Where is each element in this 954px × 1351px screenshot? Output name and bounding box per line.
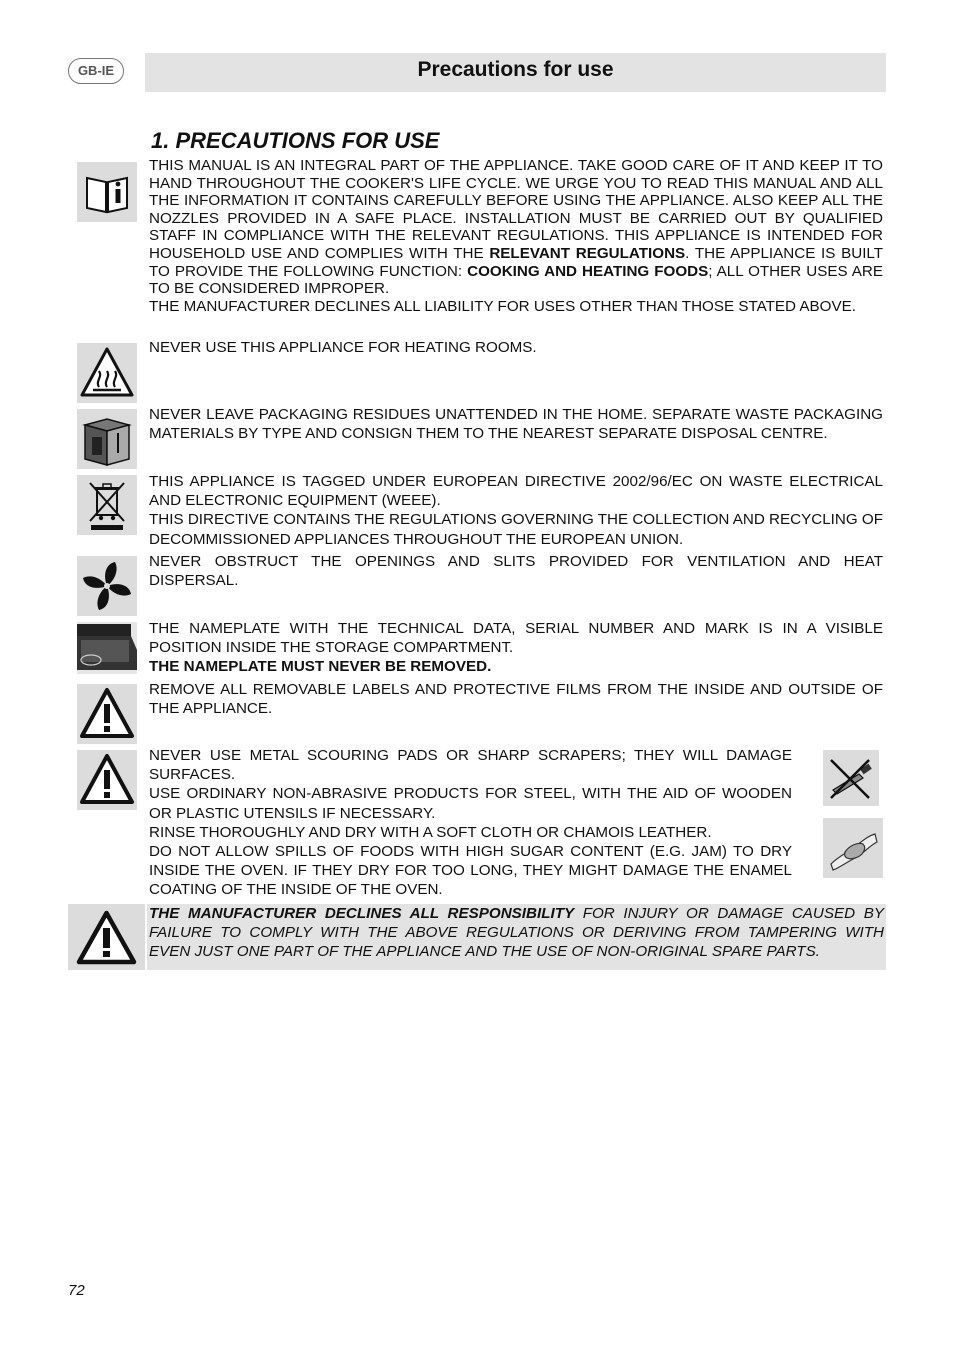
packaging-section	[149, 405, 883, 443]
page-header	[145, 53, 886, 92]
heating-text: NEVER USE THIS APPLIANCE FOR HEATING ROOMS.	[149, 339, 537, 356]
cleaning-section	[149, 746, 792, 900]
nameplate-warning	[149, 657, 883, 676]
disclaimer-box	[147, 904, 886, 970]
cleaning-no-scouring: NEVER USE METAL SCOURING PADS OR SHARP SCRAPERS; THEY WILL DAMAGE SURFACES.	[149, 747, 792, 784]
packaging-box-icon	[77, 409, 137, 469]
nameplate-compartment-icon	[77, 622, 137, 674]
packaging-text: NEVER LEAVE PACKAGING RESIDUES UNATTENDED IN THE HOME. SEPARATE WASTE PACKAGING MATERIALS BY TYPE AND CONSIGN THEM TO THE NEAREST SEPARATE DISPOSAL CENTRE.	[149, 406, 883, 443]
weee-section	[149, 472, 883, 549]
page-header-title: Precautions for use	[417, 58, 614, 81]
fan-ventilation-icon	[77, 556, 137, 616]
cleaning-rinse: RINSE THOROUGHLY AND DRY WITH A SOFT CLOTH OR CHAMOIS LEATHER.	[149, 823, 712, 841]
manual-bold-regulations: RELEVANT REGULATIONS	[489, 244, 686, 262]
weee-regulations: THIS DIRECTIVE CONTAINS THE REGULATIONS GOVERNING THE COLLECTION AND RECYCLING OF DECOMMISSIONED APPLIANCES THROUGHOUT THE EUROPEAN UNION.	[149, 511, 883, 548]
manual-bold-function: COOKING AND HEATING FOODS	[467, 262, 709, 280]
hot-surface-warning-icon	[77, 343, 137, 403]
no-scraper-icon	[823, 750, 879, 806]
cloth-wiping-icon	[823, 818, 883, 878]
labels-section	[149, 680, 883, 718]
nameplate-warning-bold: THE NAMEPLATE MUST NEVER BE REMOVED.	[149, 658, 492, 676]
manual-text-improper: ; ALL OTHER USES ARE TO BE CONSIDERED IMPROPER.	[149, 262, 884, 298]
manual-section	[149, 157, 883, 315]
warning-triangle-icon	[77, 684, 137, 744]
page-number: 72	[68, 1282, 85, 1299]
manual-paragraph	[149, 157, 883, 298]
section-title: 1. PRECAUTIONS FOR USE	[151, 128, 440, 153]
labels-text: REMOVE ALL REMOVABLE LABELS AND PROTECTIVE FILMS FROM THE INSIDE AND OUTSIDE OF THE APPLIANCE.	[149, 681, 883, 718]
warning-triangle-icon	[68, 904, 145, 970]
crossed-bin-weee-icon	[77, 475, 137, 535]
nameplate-section	[149, 619, 883, 677]
disclaimer-body: FOR INJURY OR DAMAGE CAUSED BY FAILURE TO COMPLY WITH THE ABOVE REGULATIONS OR DERIVING FROM TAMPERING WITH EVEN JUST ONE PART OF THE APPLIANCE AND THE USE OF NON-ORIGINAL SPARE PARTS.	[149, 905, 884, 960]
ventilation-text: NEVER OBSTRUCT THE OPENINGS AND SLITS PROVIDED FOR VENTILATION AND HEAT DISPERSAL.	[149, 553, 883, 590]
weee-directive: THIS APPLIANCE IS TAGGED UNDER EUROPEAN DIRECTIVE 2002/96/EC ON WASTE ELECTRICAL AND ELECTRONIC EQUIPMENT (WEEE).	[149, 473, 883, 510]
nameplate-text: THE NAMEPLATE WITH THE TECHNICAL DATA, SERIAL NUMBER AND MARK IS IN A VISIBLE POSITION INSIDE THE STORAGE COMPARTMENT.	[149, 620, 883, 657]
language-badge: GB-IE	[68, 58, 124, 84]
manual-text-function: . THE APPLIANCE IS BUILT TO PROVIDE THE FOLLOWING FUNCTION:	[149, 244, 884, 280]
warning-triangle-icon	[77, 750, 137, 810]
cleaning-spills: DO NOT ALLOW SPILLS OF FOODS WITH HIGH SUGAR CONTENT (E.G. JAM) TO DRY INSIDE THE OVEN. IF THEY DRY FOR TOO LONG, THEY MIGHT DAMAGE THE ENAMEL COATING OF THE INSIDE OF THE OVEN.	[149, 843, 792, 899]
disclaimer-bold: THE MANUFACTURER DECLINES ALL RESPONSIBILITY	[149, 905, 575, 922]
manual-liability: THE MANUFACTURER DECLINES ALL LIABILITY FOR USES OTHER THAN THOSE STATED ABOVE.	[149, 297, 856, 315]
ventilation-section	[149, 552, 883, 590]
manual-info-icon	[77, 162, 137, 222]
cleaning-products: USE ORDINARY NON-ABRASIVE PRODUCTS FOR STEEL, WITH THE AID OF WOODEN OR PLASTIC UTENSILS IF NECESSARY.	[149, 785, 792, 822]
heating-section	[149, 339, 883, 357]
disclaimer-text	[149, 905, 884, 960]
manual-text: THIS MANUAL IS AN INTEGRAL PART OF THE APPLIANCE. TAKE GOOD CARE OF IT AND KEEP IT TO HAND THROUGHOUT THE COOKER'S LIFE CYCLE. WE URGE YOU TO READ THIS MANUAL AND ALL THE INFORMATION IT CONTAINS CAREFULLY BEFORE USING THE APPLIANCE. ALSO KEEP ALL THE NOZZLES PROVIDED IN A SAFE PLACE. INSTALLATION MUST BE CARRIED OUT BY QUALIFIED STAFF IN COMPLIANCE WITH THE RELEVANT REGULATIONS. THIS APPLIANCE IS INTENDED FOR HOUSEHOLD USE AND COMPLIES WITH THE	[149, 157, 883, 262]
